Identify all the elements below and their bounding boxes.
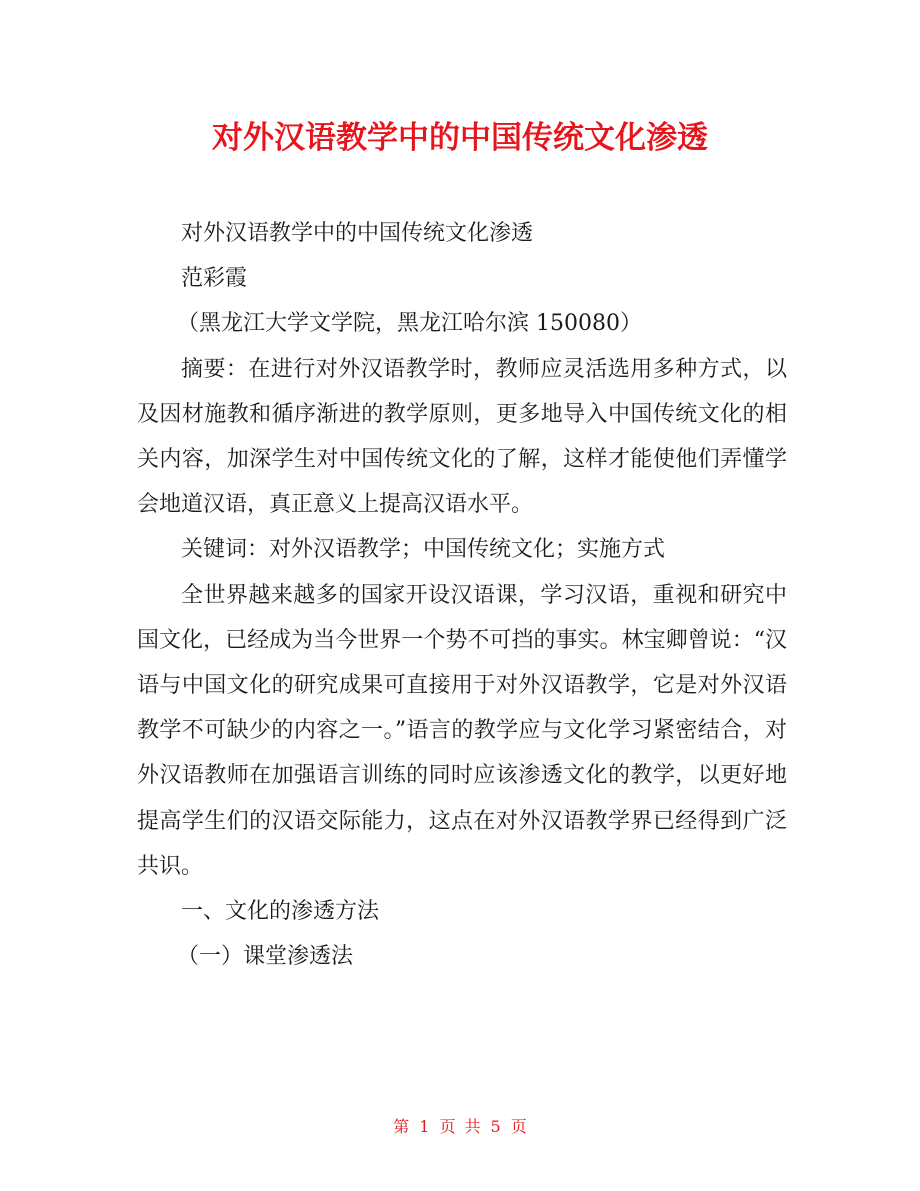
affiliation-paragraph: （黑龙江大学文学院，黑龙江哈尔滨 150080） [177,311,642,337]
page-footer [0,1114,920,1137]
page-label-mid: 页 共 [439,1117,481,1136]
document-title: 对外汉语教学中的中国传统文化渗透 [212,120,708,156]
document-body [137,211,787,979]
intro-paragraph: 全世界越来越多的国家开设汉语课，学习汉语，重视和研究中国文化，已经成为当今世界一个势不可挡的事实。林宝卿曾说：“汉语与中国文化的研究成果可直接用于对外汉语教学，它是对外汉语教学不可缺少的内容之一。”语言的教学应与文化学习紧密结合，对外汉语教师在加强语言训练的同时应该渗透文化的教学，以更好地提高学生们的汉语交际能力，这点在对外汉语教学界已经得到广泛共识。 [137,582,787,879]
article-title-paragraph: 对外汉语教学中的中国传统文化渗透 [181,221,534,246]
page-label-prefix: 第 [393,1117,410,1136]
page-label-suffix: 页 [510,1117,527,1136]
abstract-paragraph: 摘要：在进行对外汉语教学时，教师应灵活选用多种方式，以及因材施教和循序渐进的教学原则，更多地导入中国传统文化的相关内容，加深学生对中国传统文化的了解，这样才能使他们弄懂学会地道汉语，真正意义上提高汉语水平。 [137,356,787,518]
total-pages-number: 5 [490,1117,501,1136]
subsection-heading: （一）课堂渗透法 [177,944,354,970]
author-paragraph: 范彩霞 [181,266,248,292]
current-page-number: 1 [419,1117,430,1136]
section-heading: 一、文化的渗透方法 [181,899,380,925]
keywords-paragraph: 关键词：对外汉语教学；中国传统文化；实施方式 [181,537,666,563]
